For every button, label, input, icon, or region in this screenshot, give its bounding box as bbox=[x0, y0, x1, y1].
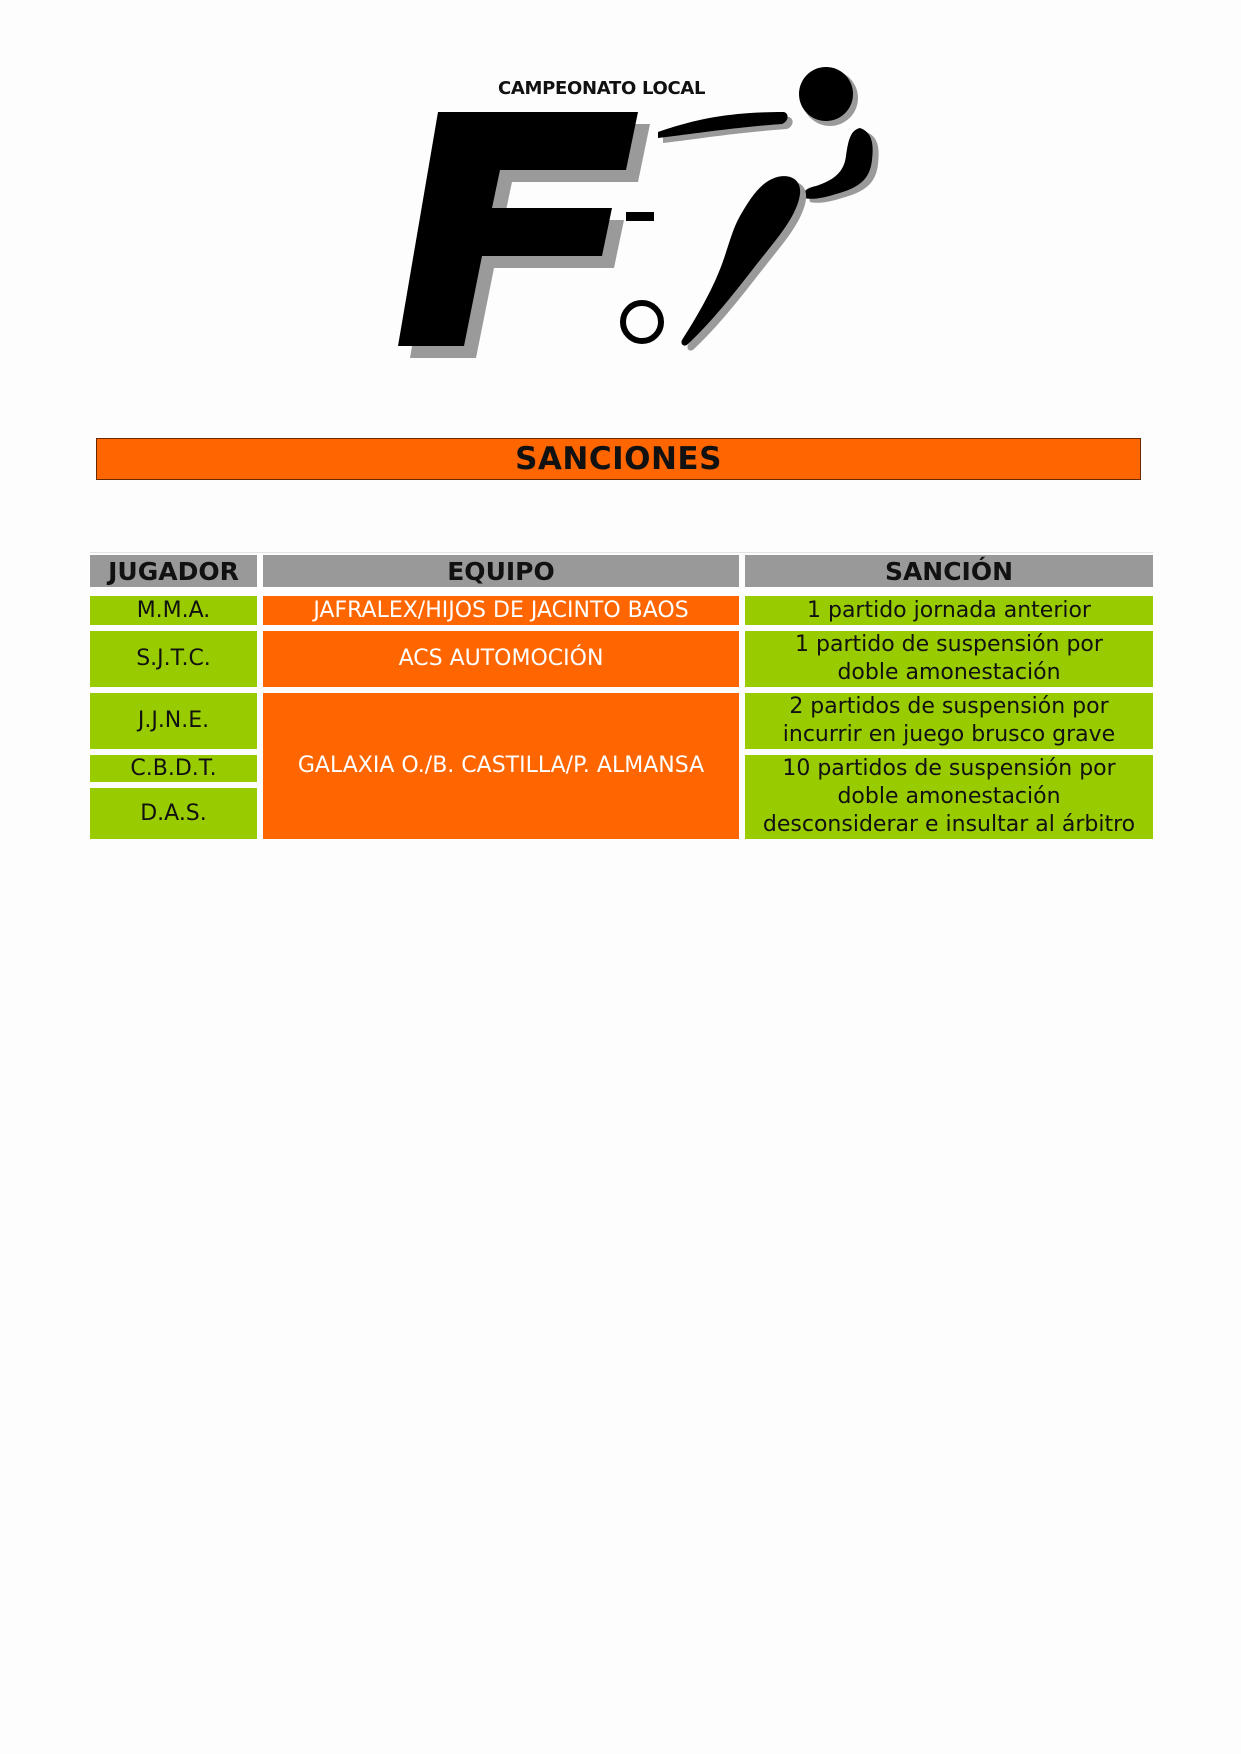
table-top-rule bbox=[90, 552, 1153, 553]
sancion-cell: 1 partido jornada anterior bbox=[745, 596, 1153, 625]
equipo-cell: GALAXIA O./B. CASTILLA/P. ALMANSA bbox=[263, 693, 739, 839]
equipo-cell: ACS AUTOMOCIÓN bbox=[263, 631, 739, 687]
jugador-cell: D.A.S. bbox=[90, 788, 257, 839]
header-sancion: SANCIÓN bbox=[745, 555, 1153, 587]
logo-player-icon bbox=[623, 67, 879, 351]
header-equipo: EQUIPO bbox=[263, 555, 739, 587]
sanciones-banner bbox=[96, 438, 1141, 480]
sancion-cell: 2 partidos de suspensión por incurrir en juego brusco grave bbox=[745, 693, 1153, 749]
jugador-cell: C.B.D.T. bbox=[90, 755, 257, 782]
jugador-cell: M.M.A. bbox=[90, 596, 257, 625]
jugador-cell: J.J.N.E. bbox=[90, 693, 257, 749]
banner-title: SANCIONES bbox=[515, 441, 722, 477]
sancion-cell: 1 partido de suspensión por doble amonestación bbox=[745, 631, 1153, 687]
logo-text: CAMPEONATO LOCAL bbox=[498, 78, 706, 99]
campeonato-local-logo bbox=[388, 60, 888, 360]
jugador-cell: S.J.T.C. bbox=[90, 631, 257, 687]
header-jugador: JUGADOR bbox=[90, 555, 257, 587]
equipo-cell: JAFRALEX/HIJOS DE JACINTO BAOS bbox=[263, 596, 739, 625]
sancion-cell: 10 partidos de suspensión por doble amonestación desconsiderar e insultar al árbitro bbox=[745, 755, 1153, 839]
